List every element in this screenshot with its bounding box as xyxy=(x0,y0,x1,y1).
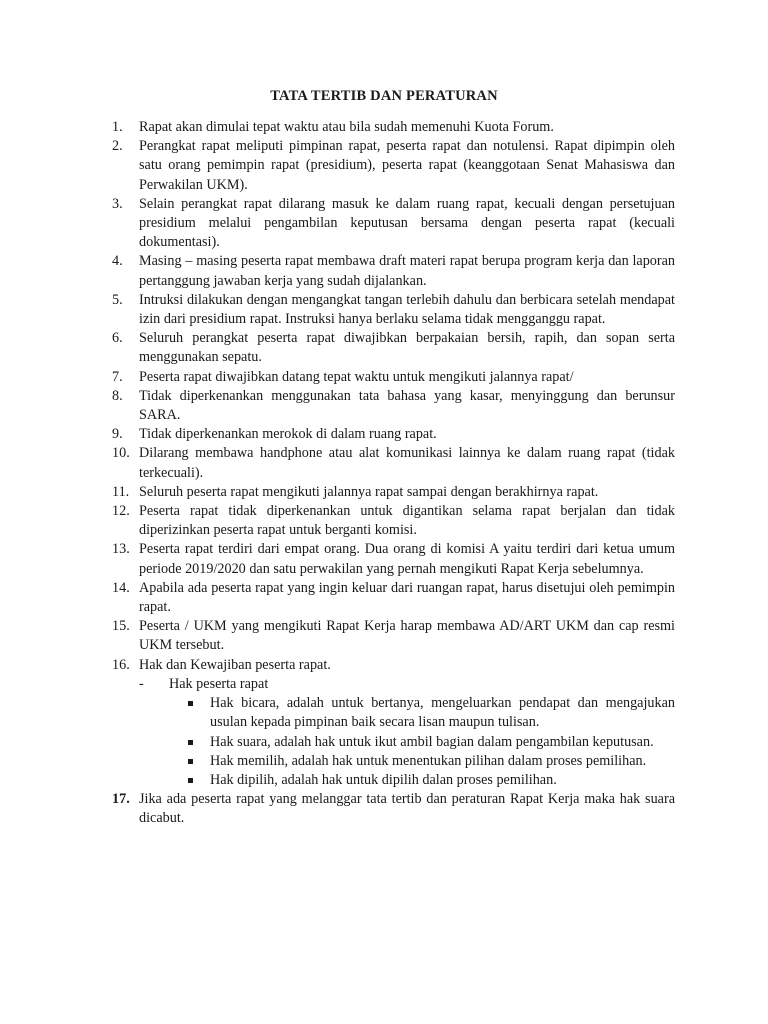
list-item xyxy=(112,118,675,137)
item-number: 6. xyxy=(112,330,123,347)
item-text: Jika ada peserta rapat yang melanggar tata tertib dan peraturan Rapat Kerja maka hak suara dicabut. xyxy=(139,791,675,827)
item-text: Seluruh perangkat peserta rapat diwajibkan berpakaian bersih, rapih, dan sopan serta menggunakan sepatu. xyxy=(139,330,675,366)
item-number: 5. xyxy=(112,291,123,308)
item-text: Tidak diperkenankan menggunakan tata bahasa yang kasar, menyinggung dan berunsur SARA. xyxy=(139,387,675,424)
item-number: 16. xyxy=(112,656,130,673)
item-text: Hak dan Kewajiban peserta rapat. xyxy=(139,656,331,673)
document-title: TATA TERTIB DAN PERATURAN xyxy=(270,88,498,104)
item-text: Intruksi dilakukan dengan mengangkat tangan terlebih dahulu dan berbicara setelah mendapat izin dari presidium rapat. Instruksi hanya berlaku selama tidak mengganggu rapat. xyxy=(139,291,675,328)
list-item xyxy=(112,790,675,828)
square-bullet-icon xyxy=(188,759,193,764)
bullet-item xyxy=(139,733,675,752)
rights-bullet-list xyxy=(139,694,675,790)
list-item xyxy=(112,329,675,367)
item-number: 12. xyxy=(112,503,130,520)
bullet-text: Hak bicara, adalah untuk bertanya, mengeluarkan pendapat dan mengajukan usulan kepada pimpinan baik secara lisan maupun tulisan. xyxy=(210,695,675,731)
bullet-text: Hak memilih, adalah hak untuk menentukan pilihan dalam proses pemilihan. xyxy=(210,752,647,769)
item-text: Peserta rapat tidak diperkenankan untuk digantikan selama rapat berjalan dan tidak diperizinkan peserta rapat untuk berganti komisi. xyxy=(139,503,675,539)
list-item xyxy=(112,483,675,502)
list-item xyxy=(112,540,675,578)
item-text: Masing – masing peserta rapat membawa draft materi rapat berupa program kerja dan laporan pertanggung jawaban kerja yang sudah dijalankan. xyxy=(139,253,675,289)
square-bullet-icon xyxy=(188,701,193,706)
list-item xyxy=(112,579,675,617)
item-text: Selain perangkat rapat dilarang masuk ke dalam ruang rapat, kecuali dengan persetujuan presidium melalui pengambilan keputusan bersama dengan peserta rapat (kecuali dokumentasi). xyxy=(139,195,675,251)
item-number: 10. xyxy=(112,445,130,462)
bullet-item xyxy=(139,752,675,771)
square-bullet-icon xyxy=(188,740,193,745)
item-number: 4. xyxy=(112,253,123,270)
item-text: Rapat akan dimulai tepat waktu atau bila sudah memenuhi Kuota Forum. xyxy=(139,119,554,135)
item-text: Peserta rapat diwajibkan datang tepat waktu untuk mengikuti jalannya rapat/ xyxy=(139,368,574,385)
list-item xyxy=(112,137,675,195)
item-text: Perangkat rapat meliputi pimpinan rapat, peserta rapat dan notulensi. Rapat dipimpin oleh satu orang pemimpin rapat (presidium), peserta rapat (keanggotaan Senat Mahasiswa dan Perwakilan UKM). xyxy=(139,138,675,193)
list-item xyxy=(112,617,675,655)
rules-list xyxy=(112,118,675,829)
item-number: 1. xyxy=(112,119,123,135)
item-text: Apabila ada peserta rapat yang ingin keluar dari ruangan rapat, harus disetujui oleh pemimpin rapat. xyxy=(139,579,675,616)
list-item xyxy=(112,425,675,444)
bullet-text: Hak dipilih, adalah hak untuk dipilih dalan proses pemilihan. xyxy=(210,771,557,788)
list-item xyxy=(112,195,675,253)
bullet-text: Hak suara, adalah hak untuk ikut ambil bagian dalam pengambilan keputusan. xyxy=(210,733,654,750)
bullet-item xyxy=(139,694,675,732)
item-text: Peserta rapat terdiri dari empat orang. Dua orang di komisi A yaitu terdiri dari ketua umum periode 2019/2020 dan satu perwakilan yang pernah mengikuti Rapat Kerja sebelumnya. xyxy=(139,541,675,577)
list-item xyxy=(112,656,675,790)
bullet-item xyxy=(139,771,675,790)
list-item xyxy=(112,368,675,387)
list-item xyxy=(112,291,675,329)
item-text: Dilarang membawa handphone atau alat komunikasi lainnya ke dalam ruang rapat (tidak terkecuali). xyxy=(139,445,675,481)
item-number: 11. xyxy=(112,483,130,500)
list-item xyxy=(112,252,675,290)
item-number: 7. xyxy=(112,368,123,385)
item-number: 3. xyxy=(112,195,123,212)
list-item xyxy=(112,502,675,540)
item-text: Seluruh peserta rapat mengikuti jalannya rapat sampai dengan berakhirnya rapat. xyxy=(139,483,599,500)
item-number: 17. xyxy=(112,791,130,808)
dash-marker: - xyxy=(139,675,144,692)
item-number: 2. xyxy=(112,138,123,155)
item-number: 13. xyxy=(112,541,130,558)
list-item xyxy=(112,387,675,425)
item-number: 15. xyxy=(112,618,130,635)
item-text: Tidak diperkenankan merokok di dalam ruang rapat. xyxy=(139,426,437,443)
sub-section-label: Hak peserta rapat xyxy=(169,675,269,692)
item-number: 9. xyxy=(112,426,123,443)
sub-section-rights xyxy=(139,675,675,694)
item-number: 14. xyxy=(112,579,130,596)
item-number: 8. xyxy=(112,387,123,404)
square-bullet-icon xyxy=(188,778,193,783)
list-item xyxy=(112,444,675,482)
item-text: Peserta / UKM yang mengikuti Rapat Kerja harap membawa AD/ART UKM dan cap resmi UKM tersebut. xyxy=(139,618,675,654)
